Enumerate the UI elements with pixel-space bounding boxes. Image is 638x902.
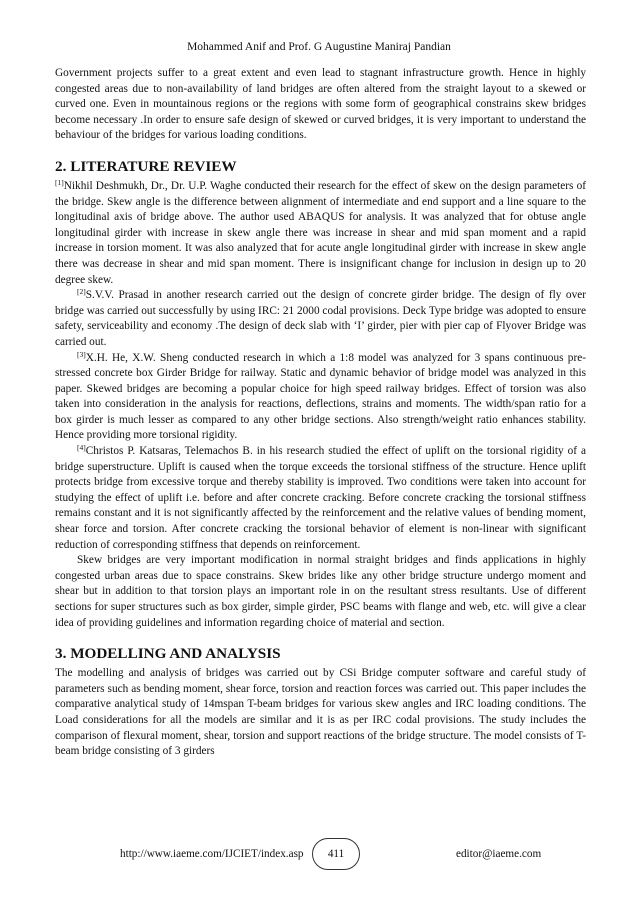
paragraph-text: X.H. He, X.W. Sheng conducted research in which a 1:8 model was analyzed for 3 spans continuous pre-stressed concrete box Girder Bridge for railway. Static and dynamic behavior of bridge model was analyzed in this paper. Skewed bridges are becoming a popular choice for high speed railway bridges. Effect of torsion was also taken into consideration in the analysis for reactions, deflections, strains and moments. The width/span ratio for a box girder is much lesser as compared to any other bridge sections. Also strength/weight ratio enhances stability. Hence providing more torsional rigidity.: [55, 351, 586, 442]
section-heading-modelling-analysis: 3. MODELLING AND ANALYSIS: [55, 645, 281, 663]
citation-marker: [2]: [77, 287, 86, 297]
page-footer: [0, 838, 638, 870]
literature-paragraph-3: [55, 351, 586, 445]
footer-url-link[interactable]: http://www.iaeme.com/IJCIET/index.asp: [120, 848, 304, 860]
paragraph-text: Nikhil Deshmukh, Dr., Dr. U.P. Waghe conducted their research for the effect of skew on the design parameters of the bridge. Skew angle is the difference between alignment of intermediate and end support and a line square to the longitudinal axis of bridge above. The author used ABAQUS for analysis. It was analyzed that for obtuse angle longitudinal girder with increase in skew angle there was increase in shear and mid span moment and a rapid increase in torsion moment. It was also analyzed that for acute angle longitudinal girder with increase in skew angle there was decrease in shear and mid span moment. There is insignificant change for inclusion in design up to 20 degree skew.: [55, 179, 586, 286]
page-number: 411: [312, 838, 360, 870]
citation-marker: [3]: [77, 349, 86, 359]
citation-marker: [4]: [77, 443, 86, 453]
footer-email-link[interactable]: editor@iaeme.com: [456, 848, 542, 860]
paragraph-text: S.V.V. Prasad in another research carried out the design of concrete girder bridge. The design of fly over bridge was carried out successfully by using IRC: 21 2000 codal provisions. Deck Type bridge was adopted to ensure safety, serviceability and economy .The design of deck slab with ‘I’ girder, pier with pier cap of Flyover Bridge was carried out.: [55, 289, 586, 348]
section-heading-literature-review: 2. LITERATURE REVIEW: [55, 157, 237, 175]
intro-paragraph: Government projects suffer to a great extent and even lead to stagnant infrastructure growth. Hence in highly congested areas due to non-availability of land bridges are often altered from the straight layout to a skewed or curved one. Even in mountainous regions or the regions with some form of geographical constrains skew bridges become necessary .In order to ensure safe design of skewed or curved bridges, it is very important to understand the behaviour of the bridges for various loading conditions.: [55, 67, 586, 142]
literature-paragraph-2: [55, 288, 586, 350]
literature-paragraph-5: Skew bridges are very important modification in normal straight bridges and finds applications in highly congested urban areas due to space constrains. Skew brides like any other bridge structure undergo moment and shear but in addition to that torsion plays an important role in on the resultant stress resultants. Use of different sections for super structures such as box girder, simple girder, PSC beams with flange and web, etc. will give a clear idea of providing guidelines and information regarding choice of material and section.: [55, 554, 586, 629]
modelling-paragraph: The modelling and analysis of bridges was carried out by CSi Bridge computer software and careful study of parameters such as bending moment, shear force, torsion and reaction forces was carried out. This paper includes the comparative analytical study of 14mspan T-beam bridges for various skew angles and IRC loading conditions. The Load considerations for all the models are similar and it is as per IRC codal provisions. The study includes the comparison of flexural moment, shear, torsion and support reactions of the bridge structure. The model consists of T-beam bridge consisting of 3 girders: [55, 667, 586, 758]
paragraph-text: Christos P. Katsaras, Telemachos B. in his research studied the effect of uplift on the torsional rigidity of a bridge superstructure. Uplift is caused when the torque exceeds the torsional stiffness of the structure. Hence uplift protects bridge from excessive torque and thereby stability is improved. Two conditions were taken into account for studying the effect of uplift i.e. before and after concrete cracking. Before concrete cracking the torsional stiffness remains constant and it is not significantly affected by the reinforcement and the relative values of bending moment, shear force and torsion. After concrete cracking the torsional behavior of element is non-linear with significant reduction of corresponding stiffness that depends on reinforcement.: [55, 445, 586, 551]
literature-paragraph-1: [55, 179, 586, 288]
page-content: [55, 66, 586, 760]
citation-marker: [1]: [55, 177, 64, 187]
running-header-authors: Mohammed Anif and Prof. G Augustine Maniraj Pandian: [187, 41, 451, 53]
literature-paragraph-4: [55, 444, 586, 553]
